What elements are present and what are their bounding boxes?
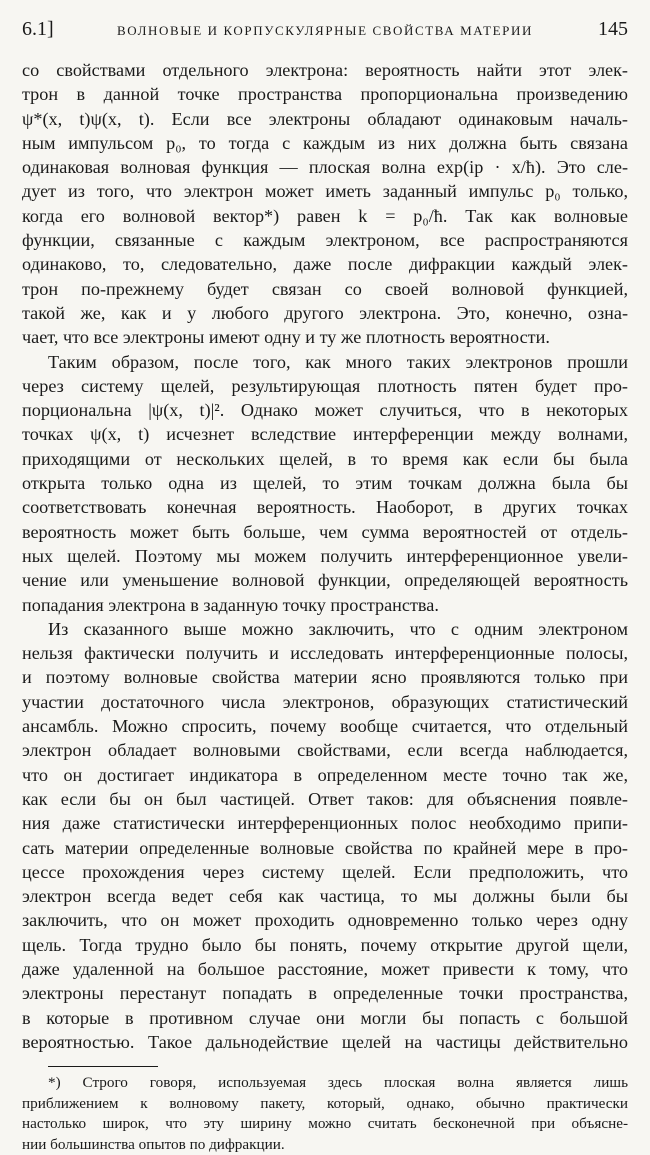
text-line: вероятность может быть больше, чем сумма вероятностей от отдель- [22,521,628,542]
text-line: даже удаленной на большое расстояние, может привести к тому, что [22,958,628,979]
text-line: ных щелей. Поэтому мы можем получить интерференционное увели- [22,545,628,566]
running-header [22,18,628,48]
text-line: и поэтому волновые свойства материи ясно проявляются только при [22,667,628,688]
text-line: со свойствами отдельного электрона: вероятность найти этот элек- [22,60,628,80]
text-line: нельзя фактически получить и исследовать интерференционные полосы, [22,643,628,664]
text-line: соответствовать конечная вероятность. Наоборот, в других точках [22,497,628,518]
text-line: Таким образом, после того, как много таких электронов прошли [48,351,628,372]
page-number: 145 [598,18,628,40]
footnote-line: нии большинства опытов по дифракции. [22,1135,285,1153]
footnote-line: приближением к волновому пакету, который, однако, обычно практически [22,1094,628,1112]
text-line: функции, связанные с каждым электроном, все распространяются [22,230,628,251]
paragraph-3 [22,617,628,1054]
text-line: ψ*(x, t)ψ(x, t). Если все электроны обладают одинаковым началь- [22,108,628,129]
text-line: точках ψ(x, t) исчезнет вследствие интерференции между волнами, [22,424,628,445]
text-line: одинаковая волновая функция — плоская волна exp(ip · x/ħ). Это сле- [22,157,628,178]
text-line: участии достаточного числа электронов, образующих статистический [22,691,628,712]
text-line: вероятностью. Такое дальнодействие щелей на частицы действительно [22,1031,628,1052]
text-line: электрон обладает волновыми свойствами, если всегда наблюдается, [22,740,628,761]
text-line: что он достигает индикатора в определенном месте точно так же, [22,764,628,785]
text-line: через систему щелей, результирующая плотность пятен будет про- [22,375,628,396]
footnote-line: *) Строго говоря, используемая здесь плоская волна является лишь [48,1074,628,1092]
paragraph-1 [22,58,628,350]
text-line: трон в данной точке пространства пропорциональна произведению [22,84,628,105]
main-text [22,58,628,1054]
text-line: цессе прохождения через систему щелей. Если предположить, что [22,861,628,882]
text-line: одинаково, то, следовательно, даже после дифракции каждый элек- [22,254,628,275]
text-line: в которые в противном случае они могли бы попасть с большой [22,1007,628,1028]
text-line: открыта только одна из щелей, то этим точкам должна была бы [22,473,628,494]
text-line: чает, что все электроны имеют одну и ту же плотность вероятности. [22,327,550,348]
footnote [22,1073,628,1155]
text-line: порциональна |ψ(x, t)|². Однако может случиться, что в некоторых [22,400,628,421]
text-line: дует из того, что электрон может иметь заданный импульс p₀ только, [22,181,628,202]
text-line: попадания электрона в заданную точку пространства. [22,594,439,615]
running-title: ВОЛНОВЫЕ И КОРПУСКУЛЯРНЫЕ СВОЙСТВА МАТЕРИИ [117,23,533,38]
text-line: как если бы он был частицей. Ответ таков: для объяснения появле- [22,788,628,809]
text-line: ния даже статистически интерференционных полос необходимо припи- [22,813,628,834]
footnote-line: настолько широк, что эту ширину можно считать бесконечной при объясне- [22,1115,628,1133]
text-line: трон по-прежнему будет связан со своей волновой функцией, [22,278,628,299]
text-line: электрон всегда ведет себя как частица, то мы должны были бы [22,886,628,907]
footnote-divider [48,1066,158,1067]
text-line: Из сказанного выше можно заключить, что с одним электроном [48,618,628,639]
text-line: такой же, как и у любого другого электрона. Это, конечно, озна- [22,302,628,323]
text-line: электроны перестанут попадать в определенные точки пространства, [22,983,628,1004]
text-line: чение или уменьшение волновой функции, определяющей вероятность [22,570,628,591]
paragraph-2 [22,350,628,617]
section-number: 6.1] [22,18,54,40]
text-line: сать материи определенные волновые свойства по крайней мере в про- [22,837,628,858]
text-line: когда его волновой вектор*) равен k = p₀/ħ. Так как волновые [22,205,628,226]
text-line: щель. Тогда трудно было бы понять, почему открытие другой щели, [22,934,628,955]
text-line: ансамбль. Можно спросить, почему вообще считается, что отдельный [22,716,628,737]
text-line: ным импульсом p₀, то тогда с каждым из них должна быть связана [22,132,628,153]
text-line: заключить, что он может проходить одновременно только через одну [22,910,628,931]
text-line: приходящими от нескольких щелей, в то время как если бы была [22,448,628,469]
